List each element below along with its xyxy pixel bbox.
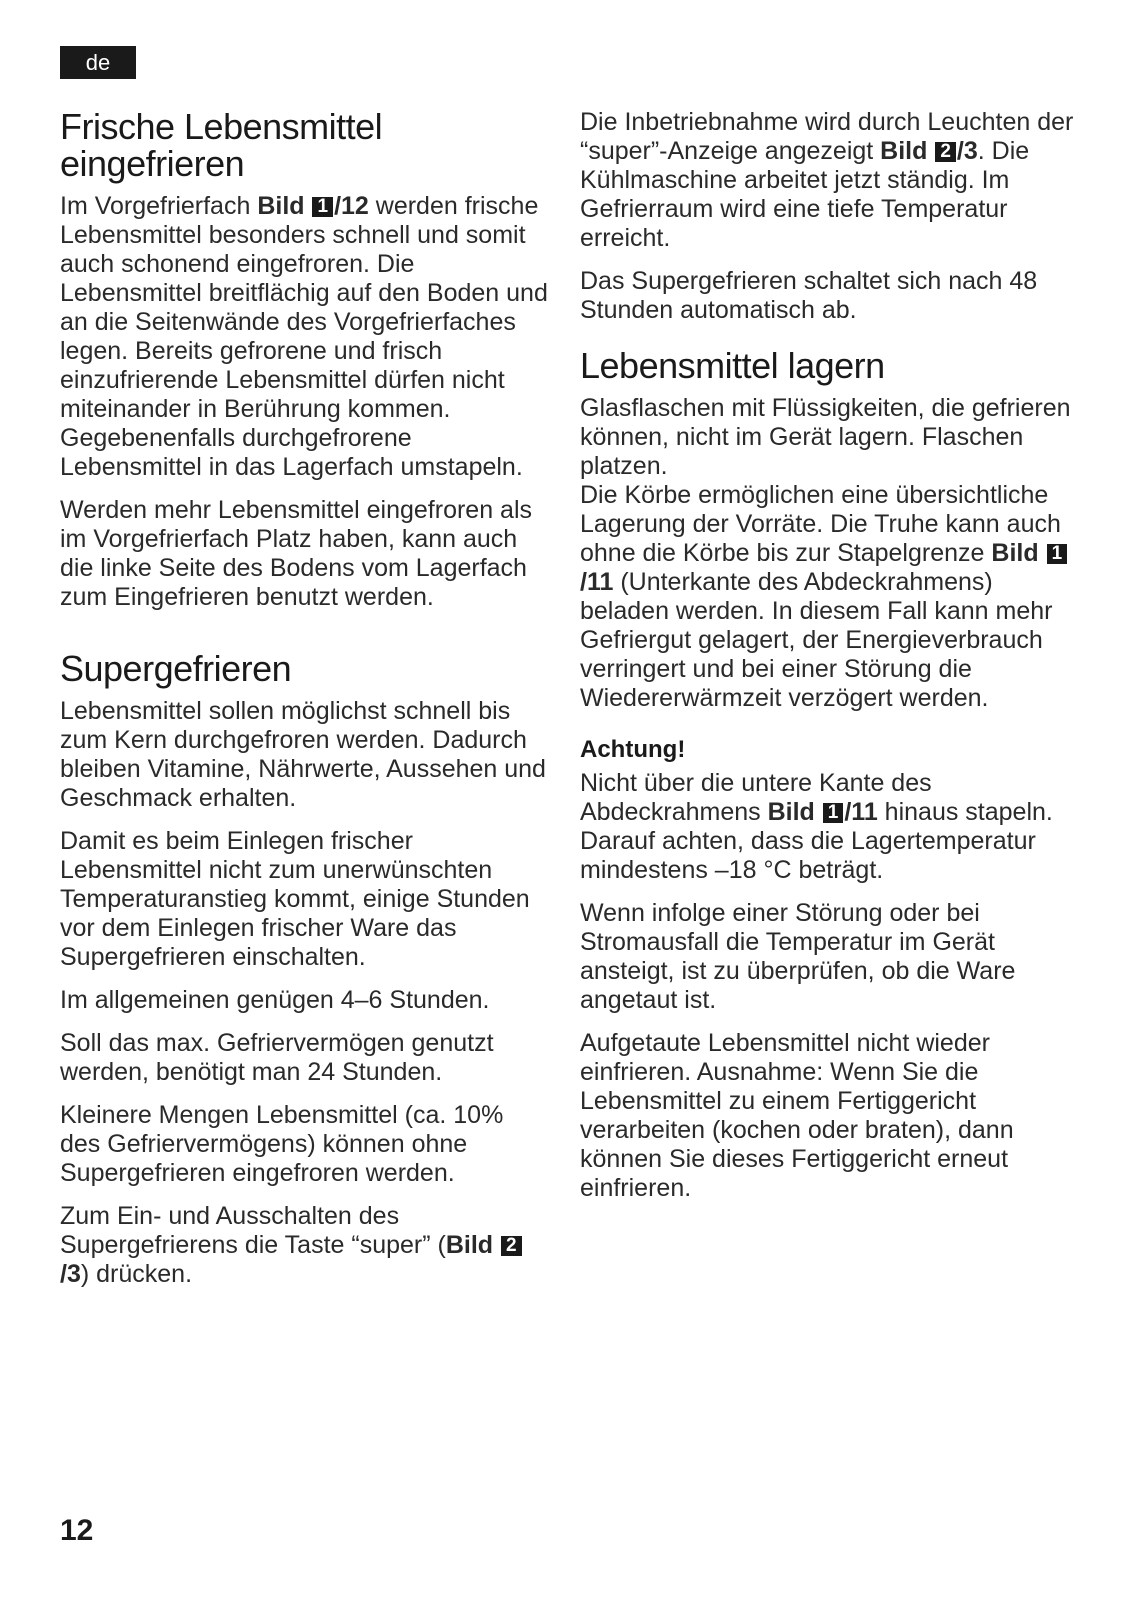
figure-number-badge: 1 [312, 197, 333, 217]
section-food-storage [580, 347, 1080, 713]
paragraph: Zum Ein- und Ausschalten des Supergefrierens die Taste “super” (Bild 2/3) drücken. [60, 1202, 550, 1289]
paragraph: Nicht über die untere Kante des Abdeckrahmens Bild 1 /11 hinaus stapeln. [580, 769, 1053, 826]
page-number: 12 [60, 1514, 94, 1547]
paragraph: Werden mehr Lebensmittel eingefroren als im Vorgefrierfach Platz haben, kann auch die linke Seite des Bodens vom Lagerfach zum Eingefrieren benutzt werden. [60, 496, 533, 611]
section-fresh-food-freezing [60, 108, 550, 612]
figure-ref: /3 [956, 137, 978, 165]
left-column [60, 108, 550, 1311]
figure-number-badge: 2 [501, 1236, 522, 1256]
figure-label: Bild [767, 798, 815, 826]
paragraph: Damit es beim Einlegen frischer Lebensmittel nicht zum unerwünschten Temperaturanstieg kommt, einige Stunden vor dem Einlegen frischer Ware das Supergefrieren einschalten. [60, 827, 530, 971]
right-column [580, 108, 1080, 1225]
paragraph: Wenn infolge einer Störung oder bei Stromausfall die Temperatur im Gerät ansteigt, ist zu überprüfen, ob die Ware angetaut ist. [580, 899, 1016, 1014]
figure-ref: /11 [580, 568, 614, 596]
paragraph: Die Körbe ermöglichen eine übersichtliche Lagerung der Vorräte. Die Truhe kann auch ohne die Körbe bis zur Stapelgrenze Bild 1/11 (Unterkante des Abdeckrahmens) beladen werden. In diesem Fall kann mehr Gefriergut gelagert, der Energieverbrauch verringert und bei einer Störung die Wiedererwärmzeit verzögert werden. [580, 481, 1080, 713]
language-tag: de [60, 46, 136, 79]
figure-number-badge: 1 [823, 803, 844, 823]
figure-label: Bild [991, 539, 1039, 567]
section-title: Frische Lebensmittel eingefrieren [60, 106, 383, 184]
figure-number-badge: 1 [1047, 544, 1068, 564]
paragraph: Im allgemeinen genügen 4–6 Stunden. [60, 986, 490, 1014]
paragraph: Aufgetaute Lebensmittel nicht wieder einfrieren. Ausnahme: Wenn Sie die Lebensmittel zu einem Fertiggericht verarbeiten (kochen oder braten), dann können Sie dieses Fertiggericht erneut einfrieren. [580, 1029, 1014, 1202]
figure-ref: /11 [844, 798, 878, 826]
section-title: Supergefrieren [60, 648, 292, 689]
paragraph: Darauf achten, dass die Lagertemperatur mindestens –18 °C beträgt. [580, 827, 1036, 884]
section-title: Lebensmittel lagern [580, 345, 885, 386]
paragraph: Soll das max. Gefriervermögen genutzt werden, benötigt man 24 Stunden. [60, 1029, 494, 1086]
section-super-freezing [60, 650, 550, 1289]
figure-number-badge: 2 [935, 142, 956, 162]
paragraph: Die Inbetriebnahme wird durch Leuchten der “super”-Anzeige angezeigt Bild 2 /3. Die Kühlmaschine arbeitet jetzt ständig. Im Gefrierraum wird eine tiefe Temperatur erreicht. [580, 108, 1074, 252]
figure-ref: /3 [60, 1260, 81, 1288]
paragraph: Das Supergefrieren schaltet sich nach 48 Stunden automatisch ab. [580, 267, 1038, 324]
paragraph: Lebensmittel sollen möglichst schnell bis zum Kern durchgefroren werden. Dadurch bleiben Vitamine, Nährwerte, Aussehen und Geschmack erhalten. [60, 697, 546, 812]
figure-label: Bild [880, 137, 928, 165]
warning-title: Achtung! [580, 736, 686, 763]
warning-block [580, 735, 1080, 1203]
paragraph: Im Vorgefrierfach Bild 1 /12 werden frische Lebensmittel besonders schnell und somit auch schonend eingefroren. Die Lebensmittel breitflächig auf den Boden und an die Seitenwände des Vorgefrierfaches legen. Bereits gefrorene und frisch einzufrierende Lebensmittel dürfen nicht miteinander in Berührung kommen. Gegebenenfalls durchgefrorene Lebensmittel in das Lagerfach umstapeln. [60, 192, 548, 481]
figure-ref: /12 [334, 192, 369, 220]
paragraph: Glasflaschen mit Flüssigkeiten, die gefrieren können, nicht im Gerät lagern. Flaschen platzen. [580, 394, 1071, 480]
figure-label: Bild [257, 192, 305, 220]
paragraph: Kleinere Mengen Lebensmittel (ca. 10% des Gefriervermögens) können ohne Supergefrieren eingefroren werden. [60, 1101, 504, 1187]
figure-label: Bild [445, 1231, 494, 1259]
